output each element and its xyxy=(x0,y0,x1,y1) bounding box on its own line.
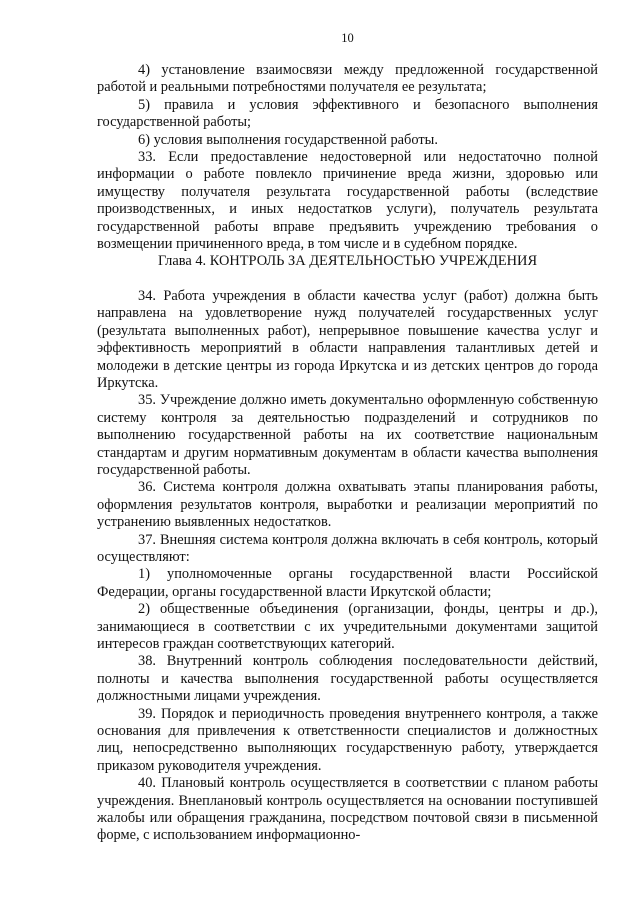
paragraph-40: 40. Плановый контроль осуществляется в соответствии с планом работы учреждения. Внеплановый контроль осуществляется на основании поступившей жалобы или обращения гражданина, посредством почтовой связи в письменной форме, с использованием информационно- xyxy=(97,775,598,844)
paragraph-37-item-1: 1) уполномоченные органы государственной власти Российской Федерации, органы государственной власти Иркутской области; xyxy=(97,566,598,600)
paragraph-39: 39. Порядок и периодичность проведения внутреннего контроля, а также основания для привлечения к ответственности специалистов и должностных лиц, непосредственно выполняющих государственную работу, утверждается приказом руководителя учреждения. xyxy=(97,705,598,774)
paragraph-37: 37. Внешняя система контроля должна включать в себя контроль, который осуществляют: xyxy=(97,531,598,565)
chapter-title: Глава 4. КОНТРОЛЬ ЗА ДЕЯТЕЛЬНОСТЬЮ УЧРЕЖДЕНИЯ xyxy=(157,253,538,270)
paragraph-item-5: 5) правила и условия эффективного и безопасного выполнения государственной работы; xyxy=(97,96,598,131)
paragraph-item-6: 6) условия выполнения государственной работы. xyxy=(138,131,438,148)
paragraph-33: 33. Если предоставление недостоверной или недостаточно полной информации о работе повлекло причинение вреда жизни, здоровью или имуществу получателя результата государственной работы (вследствие производственных, и иных недостатков услуги), получатель результата государственной работы вправе предъявить учреждению требования о возмещении причиненного вреда, в том числе и в судебном порядке. xyxy=(97,149,598,253)
paragraph-34: 34. Работа учреждения в области качества услуг (работ) должна быть направлена на удовлетворение нужд получателей государственных услуг (результата выполненных работ), непрерывное повышение качества услуг и эффективность мероприятий в области направления талантливых детей и молодежи в детские центры из города Иркутска и из детских центров до города Иркутска. xyxy=(97,287,598,391)
paragraph-38: 38. Внутренний контроль соблюдения последовательности действий, полноты и качества выполнения государственной работы осуществляется должностными лицами учреждения. xyxy=(97,653,598,705)
paragraph-item-4: 4) установление взаимосвязи между предложенной государственной работой и реальными потребностями получателя ее результата; xyxy=(97,62,598,96)
paragraph-36: 36. Система контроля должна охватывать этапы планирования работы, оформления результатов контроля, выработки и реализации мероприятий по устранению выявленных недостатков. xyxy=(97,479,598,531)
paragraph-37-item-2: 2) общественные объединения (организации, фонды, центры и др.), занимающиеся в соответствии с их учредительными документами защитой интересов граждан соответствующих категорий. xyxy=(97,601,598,652)
paragraph-35: 35. Учреждение должно иметь документально оформленную собственную систему контроля за деятельностью подразделений и сотрудников по выполнению государственной работы на их соответствие национальным стандартам и другим нормативным документам в области качества выполнения государственной работы. xyxy=(97,392,598,478)
page-number: 10 xyxy=(341,31,354,45)
